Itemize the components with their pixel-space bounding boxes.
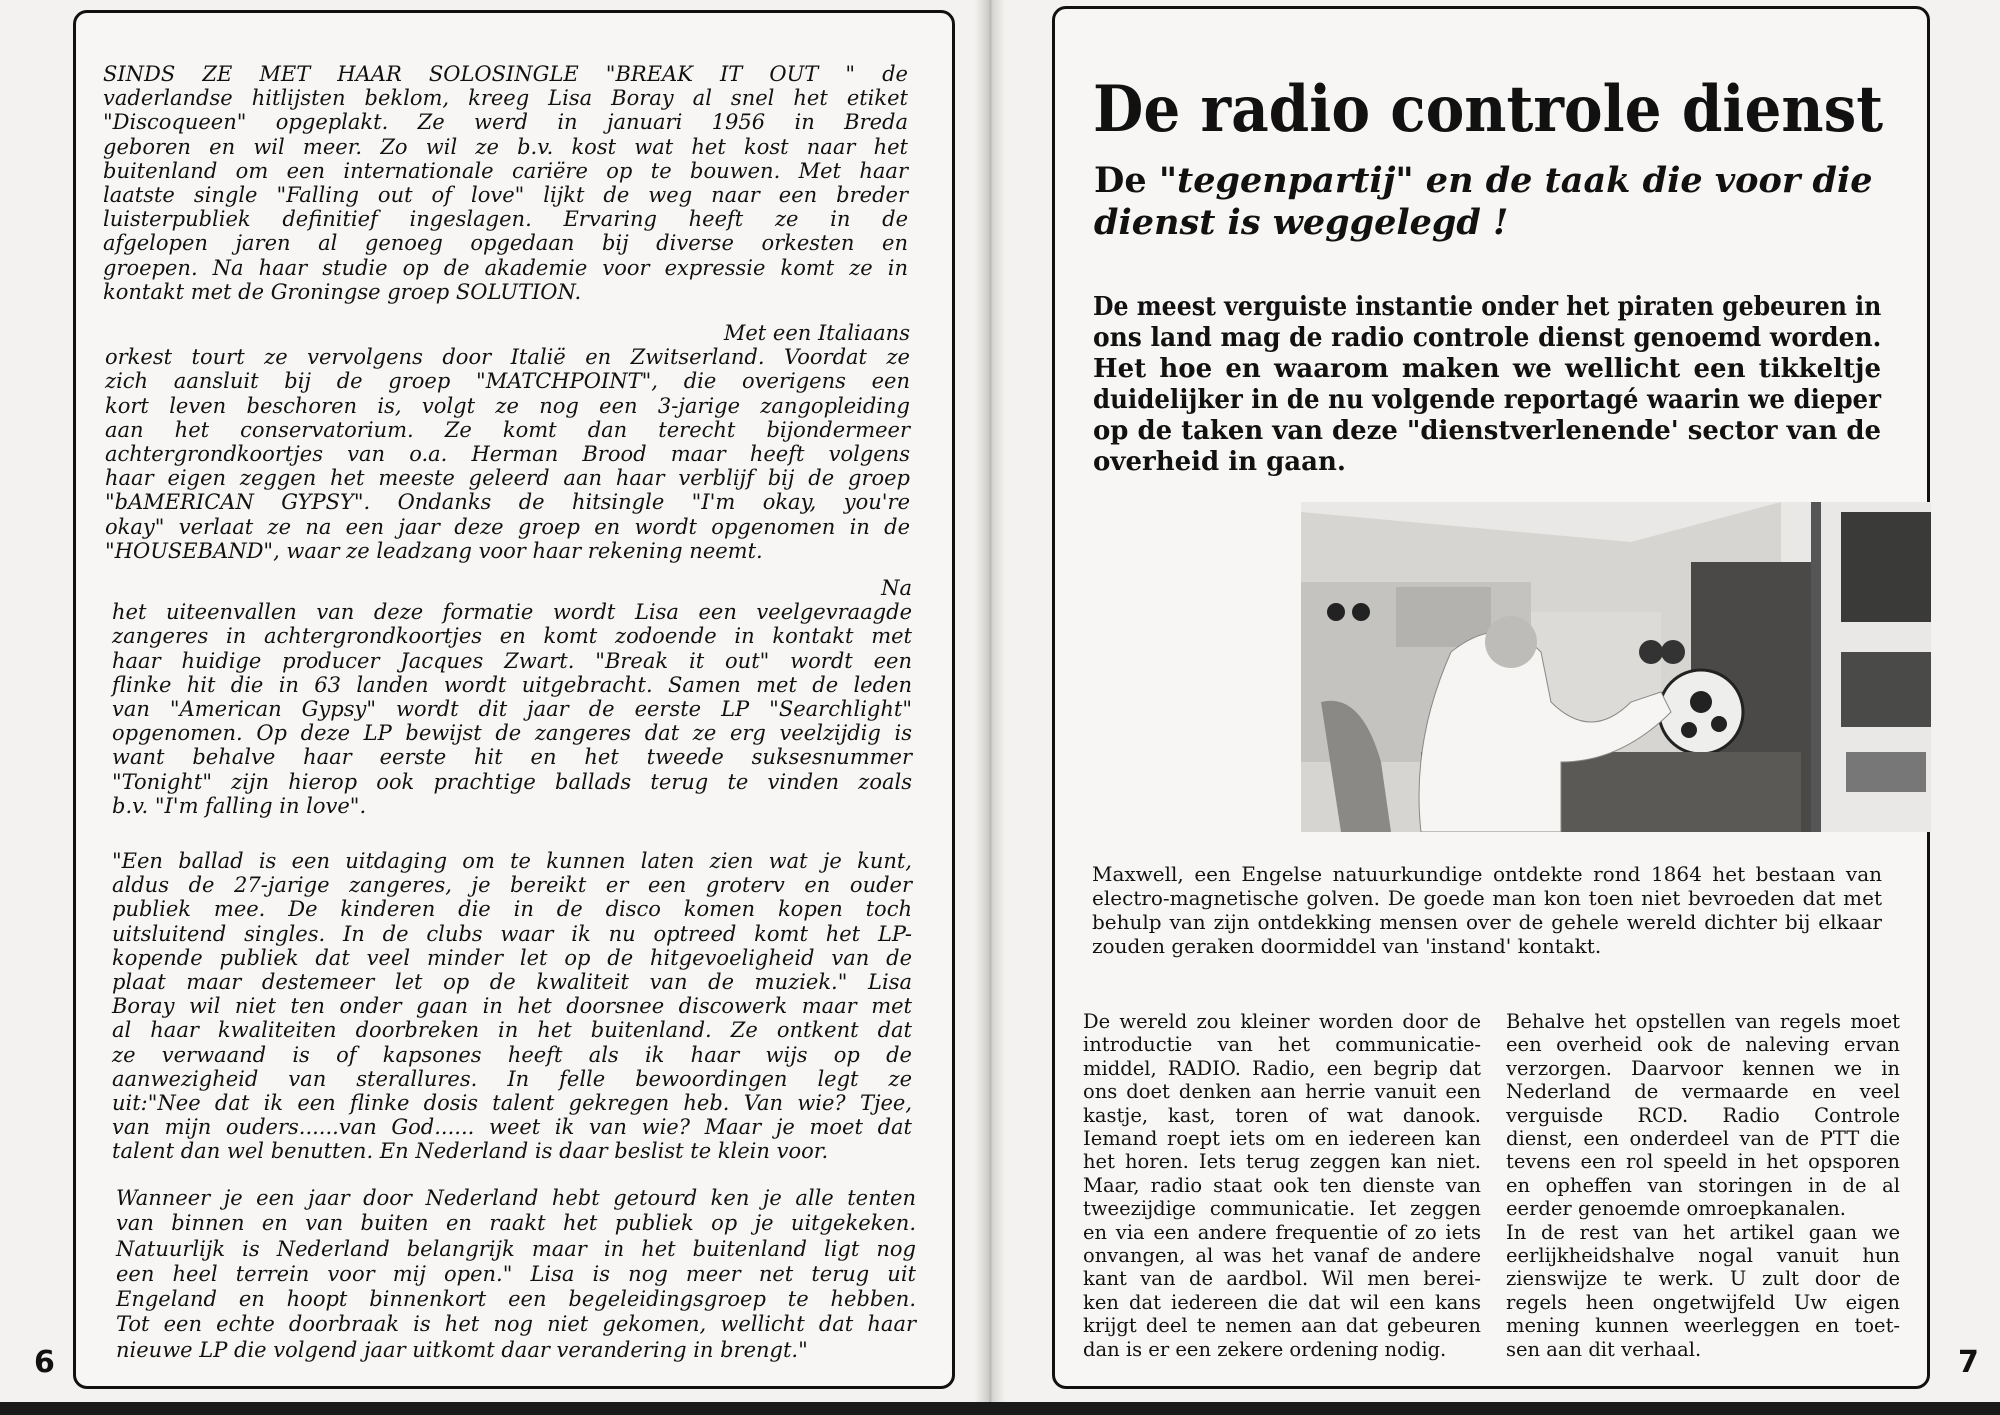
- text-line: van "American Gypsy" wordt dit jaar de eerste LP "Searchlight": [112, 697, 912, 722]
- text-line: publiek mee. De kinderen die in de disco komen kopen toch: [112, 897, 912, 922]
- text-line: zich aansluit bij de groep "MATCHPOINT", die overigens een: [105, 369, 910, 394]
- text-line: okay" verlaat ze na een jaar deze groep en wordt opgenomen in de: [105, 514, 910, 539]
- text-line: talent dan wel benutten. En Nederland is daar beslist te klein voor.: [112, 1139, 829, 1164]
- text-line: dienst, een onderdeel van de PTT die: [1506, 1127, 1900, 1151]
- text-line: eerlijkheidshalve nogal vanuit hun: [1506, 1244, 1900, 1267]
- text-line: en opheffen van storingen in de al: [1506, 1173, 1900, 1197]
- text-line: "Tonight" zijn hierop ook prachtige ballads terug te vinden zoals: [112, 769, 912, 794]
- subtitle-line-2: dienst is weggelegd !: [1094, 202, 1509, 243]
- text-line: aan het conservatorium. Ze komt dan terecht bijondermeer: [105, 417, 910, 442]
- article-intro: [1093, 292, 1881, 478]
- text-line: overheid in gaan.: [1093, 447, 1346, 477]
- text-line: van binnen en van buiten en raakt het publiek op je uitgekeken.: [116, 1211, 916, 1236]
- photo-caption: [1092, 862, 1882, 958]
- text-line: tevens een rol speeld in het opsporen: [1506, 1150, 1900, 1174]
- column-left: [1083, 1010, 1481, 1361]
- text-line: "Discoqueen" opgeplakt. Ze werd in januari 1956 in Breda: [103, 110, 908, 135]
- text-line: vaderlandse hitlijsten beklom, kreeg Lisa Boray al snel het etiket: [103, 86, 908, 111]
- text-line: "Een ballad is een uitdaging om te kunnen laten zien wat je kunt,: [112, 849, 912, 873]
- text-line: ken dat iedereen die dat wil een kans: [1083, 1290, 1481, 1314]
- text-line: plaat maar destemeer let op de kwaliteit van de muziek." Lisa: [112, 970, 912, 995]
- article-paragraph-1: [103, 62, 908, 304]
- text-line: eerder genoemde omroepkanalen.: [1506, 1197, 1846, 1221]
- text-line: kant van de aardbol. Wil men berei-: [1083, 1267, 1481, 1291]
- text-line: b.v. "I'm falling in love".: [112, 793, 367, 818]
- column-right-paragraph-1: [1506, 1010, 1900, 1221]
- text-line: van mijn ouders......van God...... weet ik van wie? Maar je moet dat: [112, 1115, 912, 1140]
- text-line: Het hoe en waarom maken we wellicht een tikkeltje: [1093, 354, 1881, 384]
- text-line: "bAMERICAN GYPSY". Ondanks de hitsingle "I'm okay, you're: [105, 490, 910, 515]
- text-line: De meest verguiste instantie onder het piraten gebeuren in: [1093, 292, 1882, 322]
- text-line: mening kunnen weerleggen en toet-: [1506, 1314, 1900, 1338]
- text-line: Tot een echte doorbraak is het nog niet gekomen, wellicht dat haar: [116, 1312, 916, 1337]
- photo-radio-operator-at-console: [1301, 502, 1931, 832]
- text-line: aanwezigheid van sterallures. In felle bewoordingen legt ze: [112, 1066, 912, 1091]
- text-line: luisterpubliek definitief ingeslagen. Ervaring heeft ze in de: [103, 207, 908, 232]
- paragraph-lead: Na: [881, 576, 912, 600]
- text-line: sen aan dit verhaal.: [1506, 1337, 1702, 1361]
- text-line: Wanneer je een jaar door Nederland hebt getourd ken je alle tenten: [116, 1186, 916, 1210]
- text-line: uit:"Nee dat ik een flinke dosis talent gekregen heb. Van wie? Tjee,: [112, 1091, 912, 1116]
- text-line: verguisde RCD. Radio Controle: [1506, 1103, 1900, 1127]
- text-line: achtergrondkoortjes van o.a. Herman Brood maar heeft volgens: [105, 442, 910, 467]
- text-line: Natuurlijk is Nederland belangrijk maar in het buitenland ligt nog: [116, 1236, 916, 1261]
- text-line: "HOUSEBAND", waar ze leadzang voor haar rekening neemt.: [105, 538, 763, 563]
- text-line: dan is er een zekere ordening nodig.: [1083, 1337, 1447, 1361]
- text-line: Nederland de vermaarde en veel: [1506, 1080, 1900, 1104]
- column-right-paragraph-2: [1506, 1221, 1900, 1361]
- text-line: groepen. Na haar studie op de akademie voor expressie komt ze in: [103, 255, 908, 280]
- text-line: Maar, radio staat ook ten dienste van: [1083, 1173, 1481, 1197]
- text-line: Iemand roept iets om en iedereen kan: [1083, 1127, 1481, 1151]
- text-line: en via een andere frequentie of zo iets: [1083, 1220, 1481, 1244]
- page-number-left: 6: [34, 1345, 55, 1380]
- article-paragraph-4: [112, 849, 912, 1164]
- article-title: De radio controle dienst: [1093, 72, 1884, 147]
- text-line: op de taken van deze "dienstverlenende' sector van de: [1093, 416, 1881, 446]
- text-line: een heel terrein voor mij open." Lisa is nog meer net terug uit: [116, 1261, 916, 1286]
- text-line: afgelopen jaren al genoeg opgedaan bij diverse orkesten en: [103, 231, 908, 256]
- text-line: ze verwaand is of kapsones heeft als ik haar wijs op de: [112, 1042, 912, 1067]
- text-line: buitenland om een internationale cariëre op te bouwen. Met haar: [103, 158, 908, 183]
- text-line: kopende publiek dat veel minder let op de hitgevoeligheid van de: [112, 945, 912, 970]
- text-line: zienswijze te werk. U zult door de: [1506, 1267, 1900, 1291]
- text-line: kontakt met de Groningse groep SOLUTION.: [103, 279, 582, 304]
- page-number-right: 7: [1958, 1345, 1979, 1380]
- scan-edge: [0, 1402, 2000, 1415]
- text-line: geboren en wil meer. Zo wil ze b.v. kost wat het kost naar het: [103, 134, 908, 159]
- subtitle-line-1: "tegenpartij" en de taak die voor die: [1158, 160, 1873, 201]
- text-line: aldus de 27-jarige zangeres, je bereikt er een groterv en ouder: [112, 873, 912, 898]
- text-line: nieuwe LP die volgend jaar uitkomt daar verandering in brengt.": [116, 1337, 808, 1362]
- text-line: want behalve haar eerste hit en het tweede suksesnummer: [112, 745, 912, 770]
- article-paragraph-2: [105, 321, 910, 563]
- text-line: het uiteenvallen van deze formatie wordt Lisa een veelgevraagde: [112, 600, 912, 625]
- article-subtitle: [1094, 160, 1889, 244]
- text-line: De wereld zou kleiner worden door de: [1083, 1010, 1481, 1033]
- text-line: uitsluitend singles. In de clubs waar ik nu optreed komt het LP-: [112, 921, 912, 946]
- text-line: Maxwell, een Engelse natuurkundige ontdekte rond 1864 het bestaan van: [1092, 862, 1882, 886]
- text-line: Boray wil niet ten onder gaan in het doorsnee discowerk maar met: [112, 994, 912, 1019]
- text-line: een overheid ook de naleving ervan: [1506, 1033, 1900, 1057]
- article-paragraph-5: [116, 1186, 916, 1363]
- text-line: SINDS ZE MET HAAR SOLOSINGLE "BREAK IT OUT " de: [103, 62, 908, 86]
- paragraph-lead: Met een Italiaans: [723, 321, 910, 345]
- text-line: Engeland en hoopt binnenkort een begeleidingsgroep te hebben.: [116, 1287, 916, 1312]
- text-line: haar huidige producer Jacques Zwart. "Break it out" wordt een: [112, 648, 912, 673]
- text-line: opgenomen. Op deze LP bewijst de zangeres dat ze erg veelzijdig is: [112, 721, 912, 746]
- article-paragraph-3: [112, 576, 912, 818]
- text-line: haar eigen zeggen het meeste geleerd aan haar verblijf bij de groep: [105, 466, 910, 491]
- text-line: kastje, kast, toren of wat danook.: [1083, 1103, 1481, 1127]
- text-line: ons land mag de radio controle dienst genoemd worden.: [1093, 323, 1882, 353]
- text-line: laatste single "Falling out of love" lijkt de weg naar een breder: [103, 183, 908, 208]
- subtitle-prefix: De: [1094, 160, 1147, 201]
- text-line: duidelijker in de nu volgende reportagé waarin we dieper: [1093, 385, 1882, 415]
- text-line: verzorgen. Daarvoor kennen we in: [1506, 1056, 1900, 1080]
- text-line: al haar kwaliteiten doorbreken in het buitenland. Ze ontkent dat: [112, 1018, 912, 1043]
- text-line: behulp van zijn ontdekking mensen over de gehele wereld dichter bij elkaar: [1092, 910, 1882, 934]
- text-line: kort leven beschoren is, volgt ze nog een 3-jarige zangopleiding: [105, 393, 910, 418]
- text-line: het horen. Iets terug zeggen kan niet.: [1083, 1150, 1481, 1174]
- text-line: onvangen, al was het vanaf de andere: [1083, 1244, 1481, 1268]
- text-line: flinke hit die in 63 landen wordt uitgebracht. Samen met de leden: [112, 672, 912, 697]
- text-line: ons doet denken aan herrie vanuit een: [1083, 1080, 1481, 1104]
- text-line: introductie van het communicatie-: [1083, 1033, 1481, 1057]
- text-line: middel, RADIO. Radio, een begrip dat: [1083, 1056, 1481, 1080]
- text-line: zangeres in achtergrondkoortjes en komt zodoende in kontakt met: [112, 624, 912, 649]
- text-line: orkest tourt ze vervolgens door Italië en Zwitserland. Voordat ze: [105, 345, 910, 370]
- text-line: Behalve het opstellen van regels moet: [1506, 1010, 1900, 1033]
- text-line: electro-magnetische golven. De goede man kon toen niet bevroeden dat met: [1092, 886, 1882, 910]
- text-line: tweezijdige communicatie. Iet zeggen: [1083, 1197, 1481, 1221]
- spine-gutter: [975, 0, 1005, 1402]
- text-line: zouden geraken doormiddel van 'instand' kontakt.: [1092, 934, 1602, 958]
- text-line: In de rest van het artikel gaan we: [1506, 1220, 1900, 1244]
- text-line: regels heen ongetwijfeld Uw eigen: [1506, 1290, 1900, 1314]
- text-line: krijgt deel te nemen aan dat gebeuren: [1083, 1314, 1481, 1338]
